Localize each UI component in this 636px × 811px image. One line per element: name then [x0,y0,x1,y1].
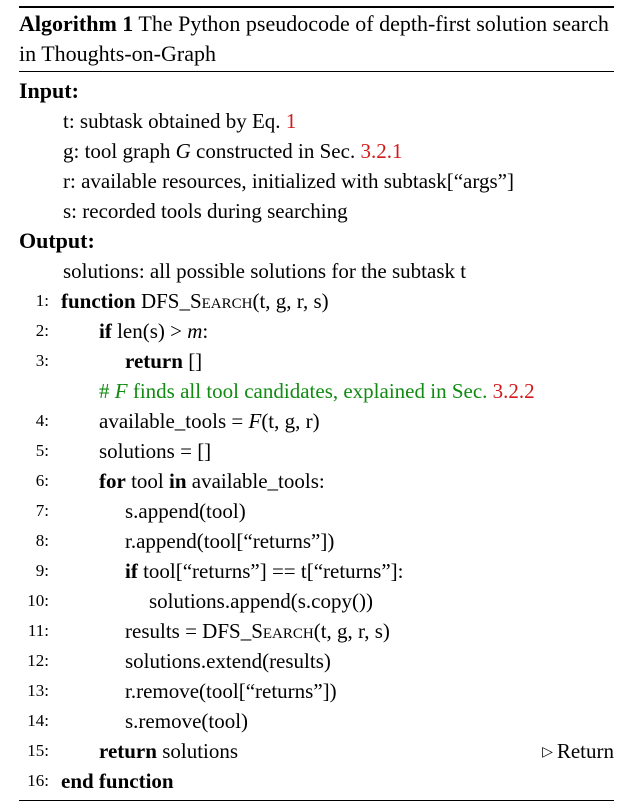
code-text: results = DFS_Search(t, g, r, s) [125,619,390,643]
input-item-g [19,136,614,166]
code-text [99,466,325,496]
input-item-text: r: available resources, initialized with subtask[“args”] [63,169,514,193]
code-line-9 [19,556,614,586]
code-text: r.remove(tool[“returns”]) [125,679,337,703]
keyword: if [99,319,112,343]
input-item-s [19,196,614,226]
code-text: if len(s) > m: [99,319,209,343]
code-line-6 [19,466,614,496]
code-text: return [] [125,349,203,373]
input-heading: Input: [19,78,79,103]
code-fragment: available_tools = [99,409,249,433]
code-text: s.remove(tool) [125,709,249,733]
code-line-12 [19,646,614,676]
output-item-text: solutions: all possible solutions for the subtask t [63,259,467,283]
code-line-2 [19,316,614,346]
code-line-8 [19,526,614,556]
keyword: if [125,559,138,583]
code-text [61,766,174,796]
input-item-r [19,166,614,196]
code-line-4 [19,406,614,436]
output-heading: Output: [19,228,95,253]
code-comment [99,376,535,406]
code-text: solutions = [] [99,439,212,463]
code-line-3 [19,346,614,376]
input-item-text: g: tool graph [63,139,176,163]
input-item-text: constructed in Sec. [190,139,361,163]
line-number: 15: [27,741,49,760]
keyword: return [99,739,157,763]
code-line-1 [19,286,614,316]
keyword: return [125,349,183,373]
code-line-7 [19,496,614,526]
code-line-14 [19,706,614,736]
line-number: 12: [27,651,49,670]
function-name: DFS_Search [202,619,314,643]
math-symbol-f: F [248,409,262,433]
code-fragment: tool [125,469,169,493]
comment-text: finds all tool candidates, explained in Sec. [127,379,493,403]
keyword: for [99,469,126,493]
math-symbol-g: G [175,139,191,163]
code-text: function DFS_Search(t, g, r, s) [61,289,329,313]
line-number: 5: [35,441,49,460]
algorithm-label: Algorithm 1 [19,11,134,36]
equation-reference-link[interactable]: 1 [285,109,297,133]
line-number: 7: [35,501,49,520]
keyword: in [169,469,187,493]
code-text: s.append(tool) [125,499,246,523]
code-line-13 [19,676,614,706]
code-line-15 [19,736,614,766]
line-number: 1: [35,291,49,310]
line-number: 11: [27,621,49,640]
comment-text: Return [556,739,614,763]
code-line-10 [19,586,614,616]
line-number: 4: [35,411,49,430]
section-reference-link[interactable]: 3.2.1 [360,139,403,163]
algorithm-caption [19,8,614,71]
comment-marker: # [99,379,115,403]
keyword: function [61,289,136,313]
code-line-16 [19,766,614,796]
line-number: 2: [35,321,49,340]
keyword: end function [61,769,174,793]
code-fragment: available_tools: [186,469,325,493]
code-comment-line [19,376,614,406]
line-number: 3: [35,351,49,370]
line-number: 8: [35,531,49,550]
line-number: 9: [35,561,49,580]
code-line-11 [19,616,614,646]
algorithm-block [19,6,614,801]
code-line-5 [19,436,614,466]
line-number: 16: [27,771,49,790]
code-text: r.append(tool[“returns”]) [125,529,335,553]
code-text: solutions.extend(results) [125,649,331,673]
line-number: 13: [27,681,49,700]
bottom-rule [19,800,614,801]
algorithm-title: The Python pseudocode of depth-first solution search in Thoughts-on-Graph [19,11,609,66]
code-fragment: solutions [156,739,239,763]
trailing-comment [542,736,614,770]
line-number: 10: [27,591,49,610]
code-text [99,736,238,766]
code-text [125,556,404,586]
output-item-solutions [19,256,614,286]
code-fragment: tool[“returns”] == t[“returns”]: [137,559,404,583]
code-fragment: (t, g, r) [261,409,320,433]
input-item-text: s: recorded tools during searching [63,199,348,223]
math-symbol-f: F [114,379,128,403]
input-item-text: t: subtask obtained by Eq. [63,109,286,133]
line-number: 6: [35,471,49,490]
code-text: solutions.append(s.copy()) [149,589,373,613]
math-symbol-m: m [187,319,203,343]
function-name: DFS_Search [140,289,253,313]
input-item-t [19,106,614,136]
triangle-right-icon: ▷ [542,745,553,760]
line-number: 14: [27,711,49,730]
section-reference-link[interactable]: 3.2.2 [492,379,535,403]
code-text [99,406,320,436]
